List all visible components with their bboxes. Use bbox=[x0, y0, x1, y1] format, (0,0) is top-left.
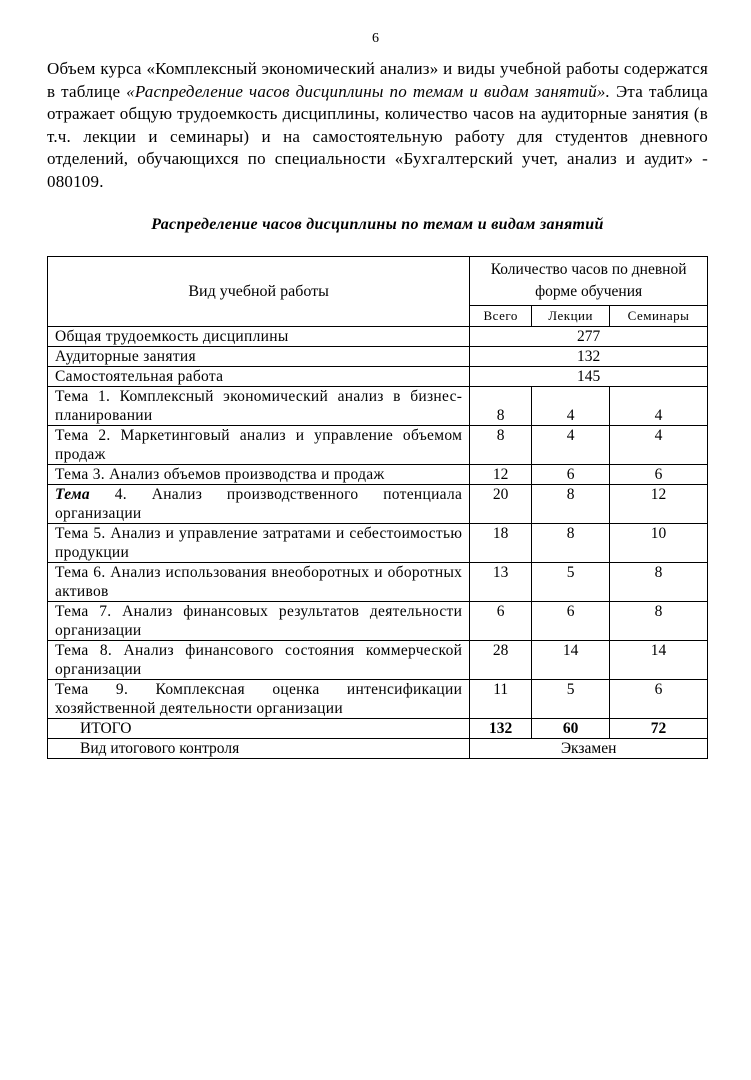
header-seminars: Семинары bbox=[610, 306, 708, 327]
table-row bbox=[48, 387, 708, 426]
control-row bbox=[48, 739, 708, 759]
row-label: Общая трудоемкость дисциплины bbox=[48, 327, 470, 347]
table-row bbox=[48, 602, 708, 641]
page-number: 6 bbox=[372, 31, 379, 46]
total-seminars: 72 bbox=[610, 719, 708, 739]
topic-label: Тема 1. Комплексный экономический анализ в бизнес-планировании bbox=[48, 387, 470, 426]
table-row bbox=[48, 563, 708, 602]
topic-label: Тема 2. Маркетинговый анализ и управление объемом продаж bbox=[48, 426, 470, 465]
topic-label: Тема 8. Анализ финансового состояния коммерческой организации bbox=[48, 641, 470, 680]
hours-table bbox=[47, 256, 708, 759]
intro-paragraph bbox=[47, 58, 708, 193]
topic-label-rest: 4. Анализ производственного потенциала организации bbox=[55, 486, 463, 522]
topic-total: 13 bbox=[470, 563, 532, 602]
table-row bbox=[48, 347, 708, 367]
topic-total: 20 bbox=[470, 485, 532, 524]
table-title: Распределение часов дисциплины по темам и видам занятий bbox=[151, 216, 604, 233]
table-row bbox=[48, 524, 708, 563]
topic-lectures: 4 bbox=[532, 387, 610, 426]
topic-label: Тема 5. Анализ и управление затратами и себестоимостью продукции bbox=[48, 524, 470, 563]
topic-lectures: 8 bbox=[532, 485, 610, 524]
topic-lectures: 5 bbox=[532, 680, 610, 719]
row-value: 145 bbox=[470, 367, 708, 387]
row-value: 277 bbox=[470, 327, 708, 347]
row-label: Самостоятельная работа bbox=[48, 367, 470, 387]
table-row bbox=[48, 426, 708, 465]
topic-seminars: 6 bbox=[610, 465, 708, 485]
control-value: Экзамен bbox=[470, 739, 708, 759]
topic-label: Тема 7. Анализ финансовых результатов деятельности организации bbox=[48, 602, 470, 641]
row-value: 132 bbox=[470, 347, 708, 367]
total-lectures: 60 bbox=[532, 719, 610, 739]
topic-seminars: 10 bbox=[610, 524, 708, 563]
topic-seminars: 14 bbox=[610, 641, 708, 680]
table-row bbox=[48, 641, 708, 680]
intro-emphasis: «Распределение часов дисциплины по темам и видам занятий». bbox=[126, 81, 611, 101]
row-label: Аудиторные занятия bbox=[48, 347, 470, 367]
topic-label: Тема 9. Комплексная оценка интенсификации хозяйственной деятельности организации bbox=[48, 680, 470, 719]
header-total: Всего bbox=[470, 306, 532, 327]
topic-total: 28 bbox=[470, 641, 532, 680]
header-hours: Количество часов по дневной форме обучения bbox=[470, 257, 708, 306]
table-row bbox=[48, 327, 708, 347]
topic-label bbox=[48, 485, 470, 524]
intro-text-before: Объем курса «Комплексный экономический анализ» и виды учебной работы содержатся в таблице bbox=[47, 59, 708, 101]
topic-total: 11 bbox=[470, 680, 532, 719]
total-label: ИТОГО bbox=[48, 719, 470, 739]
table-row bbox=[48, 680, 708, 719]
topic-total: 18 bbox=[470, 524, 532, 563]
topic-lectures: 8 bbox=[532, 524, 610, 563]
topic-lectures: 6 bbox=[532, 602, 610, 641]
intro-text-after: Эта таблица отражает общую трудоемкость дисциплины, количество часов на аудиторные занятия (в т.ч. лекции и семинары) и на самостоятельную работу для студентов дневного отделений, обучающихся по специальности «Бухгалтерский учет, анализ и аудит» - 080109. bbox=[47, 81, 708, 191]
topic-seminars: 8 bbox=[610, 602, 708, 641]
control-label: Вид итогового контроля bbox=[48, 739, 470, 759]
topic-lectures: 6 bbox=[532, 465, 610, 485]
table-row bbox=[48, 485, 708, 524]
topic-total: 8 bbox=[470, 426, 532, 465]
header-lectures: Лекции bbox=[532, 306, 610, 327]
topic-label: Тема 6. Анализ использования внеоборотных и оборотных активов bbox=[48, 563, 470, 602]
topic-label-prefix: Тема bbox=[55, 486, 90, 503]
topic-lectures: 14 bbox=[532, 641, 610, 680]
topic-total: 8 bbox=[470, 387, 532, 426]
topic-lectures: 4 bbox=[532, 426, 610, 465]
topic-total: 6 bbox=[470, 602, 532, 641]
topic-total: 12 bbox=[470, 465, 532, 485]
total-row bbox=[48, 719, 708, 739]
topic-seminars: 8 bbox=[610, 563, 708, 602]
topic-seminars: 4 bbox=[610, 387, 708, 426]
table-row bbox=[48, 465, 708, 485]
header-work-type: Вид учебной работы bbox=[48, 257, 470, 327]
topic-seminars: 6 bbox=[610, 680, 708, 719]
table-row bbox=[48, 367, 708, 387]
topic-seminars: 4 bbox=[610, 426, 708, 465]
topic-label: Тема 3. Анализ объемов производства и продаж bbox=[48, 465, 470, 485]
topic-lectures: 5 bbox=[532, 563, 610, 602]
total-hours: 132 bbox=[470, 719, 532, 739]
topic-seminars: 12 bbox=[610, 485, 708, 524]
